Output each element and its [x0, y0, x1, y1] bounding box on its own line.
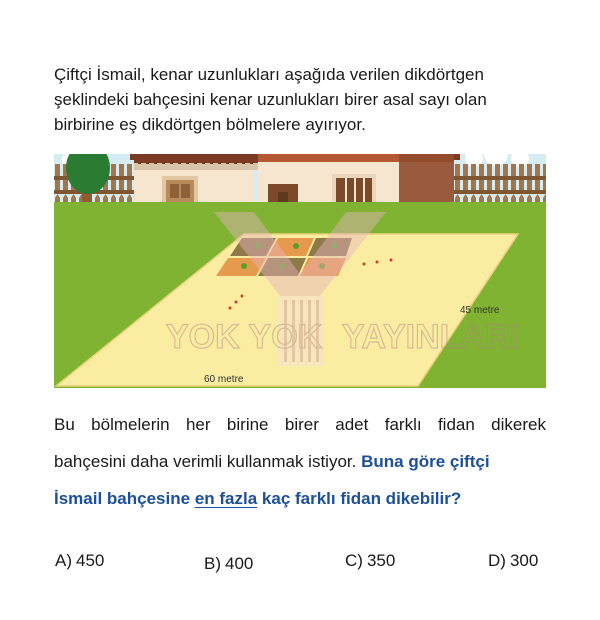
option-a[interactable]: A) 450	[55, 551, 105, 570]
question-part-1: Buna göre çiftçi	[361, 452, 490, 471]
option-c[interactable]: C) 350	[345, 551, 396, 570]
svg-text:YAYINLARI: YAYINLARI	[342, 318, 519, 356]
question-line-3	[54, 480, 546, 517]
body-line-2	[54, 443, 546, 480]
fence-right	[454, 164, 546, 204]
intro-line-3: birbirine eş dikdörtgen bölmelere ayırıyor.	[54, 115, 366, 134]
label-60-metre: 60 metre	[204, 374, 244, 385]
body-line-1: Bu bölmelerin her birine birer adet farklı fidan dikerek	[54, 415, 546, 434]
option-d[interactable]: D) 300	[488, 551, 539, 570]
question-intro	[54, 62, 554, 137]
question-emphasis: en fazla	[194, 489, 258, 508]
intro-line-1: Çiftçi İsmail, kenar uzunlukları aşağıda verilen dikdörtgen	[54, 65, 484, 84]
option-b[interactable]: B) 400	[204, 554, 254, 573]
answer-options	[0, 548, 600, 578]
question-body	[54, 406, 546, 517]
intro-line-2: şeklindeki bahçesini kenar uzunlukları birer asal sayı olan	[54, 90, 487, 109]
question-line-3-start: İsmail bahçesine	[54, 489, 191, 508]
question-line-3-end: kaç farklı fidan dikebilir?	[261, 489, 462, 508]
label-45-metre: 45 metre	[460, 305, 500, 316]
garden-illustration	[54, 154, 546, 388]
body-line-2-text: bahçesini daha verimli kullanmak istiyor.	[54, 452, 357, 471]
svg-text:YOK YOK: YOK YOK	[166, 318, 323, 356]
